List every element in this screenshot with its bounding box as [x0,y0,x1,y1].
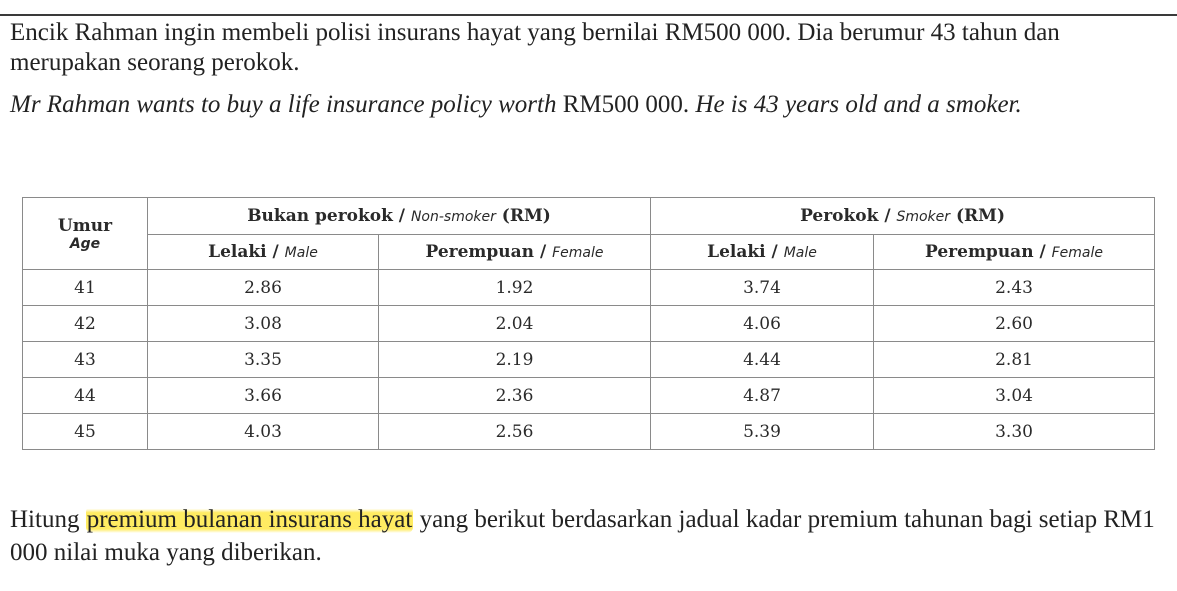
age-cell: 42 [23,306,148,342]
sub-header-malay: Lelaki / [208,242,285,262]
smoker-male-cell: 4.06 [651,306,874,342]
highlighted-phrase: premium bulanan insurans hayat [86,506,413,533]
english-amount: RM500 000. [562,91,690,118]
instruction-after: yang berikut berdasarkan jadual kadar premium tahunan bagi setiap RM1 000 nilai muka yang diberikan. [10,506,1155,566]
smoker-male-cell: 4.87 [651,378,874,414]
instruction-before: Hitung [10,506,86,533]
table-header-row-1 [23,198,1155,235]
non-smoker-male-header [148,235,379,270]
group-header-malay: Perokok / [800,206,897,226]
sub-header-malay: Perempuan / [425,242,553,262]
non-smoker-male-cell: 4.03 [148,414,379,450]
english-text-part-1: Mr Rahman wants to buy a life insurance policy worth [10,91,557,118]
group-header-unit: (RM) [495,206,551,226]
table-row [23,414,1155,450]
sub-header-english: Female [1051,245,1103,261]
sub-header-malay: Lelaki / [707,242,784,262]
table-row [23,306,1155,342]
age-cell: 41 [23,270,148,306]
age-column-header [23,198,148,270]
instruction-text [10,503,1170,569]
non-smoker-male-cell: 3.08 [148,306,379,342]
table-row [23,378,1155,414]
premium-rate-table [22,197,1155,450]
top-divider [0,14,1177,16]
non-smoker-male-cell: 3.66 [148,378,379,414]
non-smoker-group-header [148,198,651,235]
group-header-unit: (RM) [950,206,1005,226]
smoker-male-cell: 4.44 [651,342,874,378]
non-smoker-female-cell: 1.92 [379,270,651,306]
smoker-male-header [651,235,874,270]
question-text-english [10,90,1170,120]
question-text-malay: Encik Rahman ingin membeli polisi insurans hayat yang bernilai RM500 000. Dia berumur 43 tahun dan merupakan seorang perokok. [10,19,1060,76]
smoker-female-cell: 3.30 [874,414,1155,450]
smoker-female-header [874,235,1155,270]
smoker-group-header [651,198,1155,235]
non-smoker-female-cell: 2.36 [379,378,651,414]
table-row [23,342,1155,378]
non-smoker-female-cell: 2.04 [379,306,651,342]
sub-header-english: Male [284,245,318,261]
group-header-english: Non-smoker [410,209,496,225]
age-cell: 45 [23,414,148,450]
smoker-female-cell: 2.60 [874,306,1155,342]
age-cell: 44 [23,378,148,414]
sub-header-malay: Perempuan / [925,242,1052,262]
non-smoker-male-cell: 3.35 [148,342,379,378]
table-row [23,270,1155,306]
group-header-english: Smoker [896,209,951,225]
sub-header-english: Female [552,245,604,261]
english-text-part-2: He is 43 years old and a smoker. [695,91,1022,118]
smoker-female-cell: 2.81 [874,342,1155,378]
age-header-malay: Umur [57,215,113,236]
non-smoker-female-cell: 2.19 [379,342,651,378]
sub-header-english: Male [783,245,817,261]
group-header-malay: Bukan perokok / [247,206,411,226]
non-smoker-female-header [379,235,651,270]
non-smoker-female-cell: 2.56 [379,414,651,450]
non-smoker-male-cell: 2.86 [148,270,379,306]
smoker-female-cell: 3.04 [874,378,1155,414]
table-header-row-2 [23,235,1155,270]
age-header-english: Age [69,235,101,252]
age-cell: 43 [23,342,148,378]
smoker-male-cell: 5.39 [651,414,874,450]
smoker-male-cell: 3.74 [651,270,874,306]
smoker-female-cell: 2.43 [874,270,1155,306]
